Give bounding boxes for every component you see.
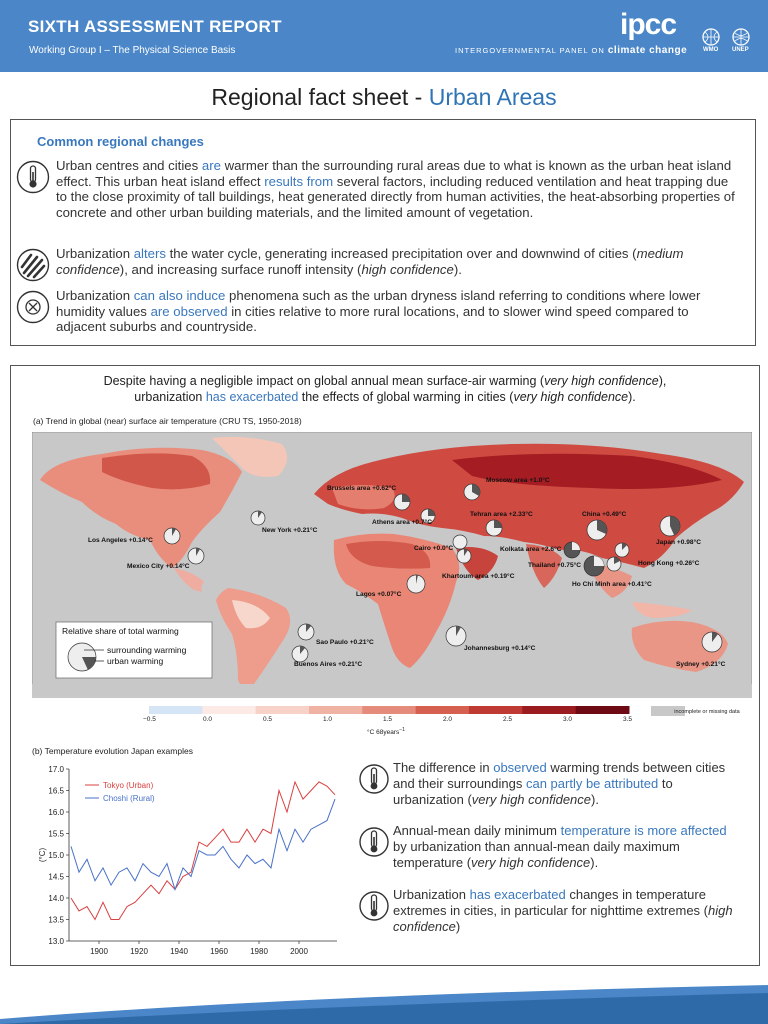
highlighted-phrase: are — [201, 158, 221, 173]
colorbar-swatch — [149, 706, 203, 714]
report-title: SIXTH ASSESSMENT REPORT — [28, 17, 282, 36]
thermometer-icon — [359, 825, 389, 859]
rain-icon — [16, 248, 50, 282]
city-label: Sydney +0.21°C — [676, 661, 726, 668]
highlighted-phrase: has exacerbated — [205, 389, 299, 404]
map-colorbar — [141, 706, 741, 746]
text-run: ). — [591, 792, 599, 807]
x-tick-label: 1940 — [170, 947, 188, 956]
change-text — [56, 158, 741, 220]
text-run: by urbanization than annual-mean daily maximum temperature ( — [393, 839, 680, 870]
common-regional-changes-box — [10, 119, 756, 346]
legend-entry: Choshi (Rural) — [103, 794, 155, 803]
y-tick-label: 13.0 — [48, 937, 64, 946]
text-run: several factors, including reduced ventilation and heat trapping due to the close proximity of tall buildings, heat generated directly from human activities, the heat-absorbing properties of concrete and other urban building materials, and the limited amount of vegetation. — [56, 173, 735, 220]
colorbar-swatch — [362, 706, 416, 714]
highlighted-phrase: alters — [133, 246, 166, 261]
dryness-icon — [16, 290, 50, 324]
text-run: warming trends between cities and their surroundings — [393, 760, 726, 791]
colorbar-tick: −0.5 — [143, 716, 156, 723]
text-run: very high confidence — [471, 855, 591, 870]
text-run: Despite having a negligible impact on global annual mean surface-air warming ( — [103, 374, 545, 388]
city-label: Thailand +0.75°C — [528, 562, 582, 569]
moscow-marker — [464, 484, 480, 500]
city-label: Lagos +0.07°C — [356, 591, 402, 598]
page-title — [0, 84, 768, 111]
y-tick-label: 16.5 — [48, 786, 64, 796]
city-label: Tehran area +2.33°C — [470, 511, 533, 518]
sao-paulo-marker — [298, 624, 314, 640]
text-run: ). — [590, 855, 599, 870]
text-run: ). — [453, 261, 462, 277]
hong-kong-marker — [615, 543, 629, 557]
y-tick-label: 14.5 — [48, 872, 64, 882]
y-tick-label: 15.5 — [48, 829, 64, 839]
text-run: medium confidence — [56, 246, 684, 277]
sydney-marker — [702, 632, 722, 652]
missing-data-label: incomplete or missing data — [674, 709, 740, 715]
city-label: Khartoum area +0.19°C — [442, 573, 515, 580]
colorbar-tick: 3.5 — [623, 716, 633, 723]
colorbar-unit: °C 68years$^{-1}$ — [367, 727, 405, 736]
city-label: Cairo +0.0°C — [414, 545, 454, 552]
colorbar-swatch — [576, 706, 630, 714]
city-label: Kolkata area +2.6°C — [500, 546, 562, 553]
city-label: Hong Kong +0.26°C — [638, 560, 700, 567]
city-label: Ho Chi Minh area +0.41°C — [572, 581, 652, 588]
figure-intro — [11, 374, 759, 405]
highlighted-phrase: can partly be attributed — [525, 776, 659, 791]
city-label: Moscow area +1.0°C — [486, 477, 550, 484]
colorbar-ticks — [143, 716, 632, 723]
city-label: Los Angeles +0.14°C — [88, 537, 153, 544]
text-run: the effects of global warming in cities ( — [298, 389, 514, 404]
legend-urban: urban warming — [107, 656, 164, 666]
china-marker — [587, 520, 607, 540]
y-tick-label: 16.0 — [48, 808, 64, 817]
new-york-marker — [251, 511, 265, 525]
y-tick-label: 14.0 — [48, 894, 64, 903]
text-run: Urbanization — [393, 887, 470, 902]
page-title-accent: Urban Areas — [428, 84, 557, 110]
brussels-marker — [394, 494, 410, 510]
city-label: Brussels area +0.62°C — [327, 485, 397, 492]
y-axis-label: (°C) — [38, 847, 47, 863]
figure-box — [10, 365, 760, 966]
thermometer-icon — [359, 889, 389, 923]
finding-text — [393, 760, 739, 808]
highlighted-phrase: has exacerbated — [469, 887, 566, 902]
thailand-marker — [584, 556, 604, 576]
finding-text — [393, 823, 739, 871]
japan-marker — [660, 516, 680, 536]
khartoum-marker — [457, 549, 471, 563]
footer-wave — [0, 985, 768, 1024]
city-label: New York +0.21°C — [262, 527, 318, 534]
text-run: The difference in — [393, 760, 494, 775]
city-label: Buenos Aires +0.21°C — [294, 661, 363, 668]
ipcc-logo: ipcc — [620, 8, 677, 41]
x-tick-label: 2000 — [290, 947, 308, 956]
x-tick-label: 1980 — [250, 947, 268, 956]
map-caption: (a) Trend in global (near) surface air temperature (CRU TS, 1950-2018) — [33, 416, 302, 426]
partner-logos — [698, 28, 758, 58]
ipcc-tagline-text: INTERGOVERNMENTAL PANEL ON — [455, 46, 605, 55]
highlighted-phrase: can also induce — [133, 288, 226, 303]
thermometer-icon — [16, 160, 50, 194]
colorbar-swatch — [202, 706, 256, 714]
text-run: high confidence — [361, 261, 454, 277]
unep-label: UNEP — [732, 47, 749, 53]
colorbar-tick: 1.5 — [383, 716, 393, 723]
map-legend — [56, 622, 212, 678]
text-run: urbanization — [134, 389, 206, 404]
x-tick-label: 1920 — [130, 947, 148, 956]
warming-trend-map — [32, 432, 752, 698]
text-run: ), and increasing surface runoff intensity ( — [119, 261, 362, 277]
colorbar-swatch — [309, 706, 363, 714]
text-run: phenomena such as the urban dryness island referring to conditions where lower humidity values — [56, 288, 701, 319]
johannesburg-marker — [446, 626, 466, 646]
highlighted-phrase: observed — [493, 760, 547, 775]
city-label: Mexico City +0.14°C — [127, 563, 190, 570]
highlighted-phrase: results from — [264, 173, 334, 189]
mexico-city-marker — [188, 548, 204, 564]
city-label: China +0.49°C — [582, 511, 627, 518]
text-run: very high confidence — [471, 792, 592, 807]
text-run: ). — [628, 389, 636, 404]
text-run: very high confidence — [513, 389, 629, 404]
lagos-marker — [407, 575, 425, 593]
text-run: to urbanization ( — [393, 776, 673, 807]
text-run: in cities relative to more rural locations, and to slower wind speed compared to adjacent suburbs and countryside. — [56, 303, 689, 334]
timeseries-caption: (b) Temperature evolution Japan examples — [32, 746, 193, 756]
city-label: Sao Paulo +0.21°C — [316, 639, 374, 646]
colorbar-swatch — [256, 706, 310, 714]
globe-icon — [698, 28, 758, 48]
text-run: Urbanization — [56, 246, 134, 261]
thermometer-icon — [359, 762, 389, 796]
y-tick-label: 15.0 — [48, 851, 64, 860]
change-text — [56, 288, 741, 335]
text-run: ), — [658, 374, 667, 388]
highlighted-phrase: temperature is more affected — [560, 823, 727, 838]
change-text — [56, 246, 741, 277]
legend-title: Relative share of total warming — [62, 626, 179, 636]
cairo-marker — [453, 535, 467, 549]
ipcc-tagline-bold: climate change — [607, 45, 688, 56]
colorbar-tick: 2.5 — [503, 716, 513, 723]
text-run: Annual-mean daily minimum — [393, 823, 561, 838]
y-tick-label: 17.0 — [48, 765, 64, 774]
colorbar-swatch — [469, 706, 523, 714]
colorbar-tick: 1.0 — [323, 716, 333, 723]
text-run: warmer than the surrounding rural areas due to what is known as the urban heat island effect. This urban heat island effect — [56, 158, 732, 189]
finding-text — [393, 887, 739, 935]
colorbar-swatches — [149, 706, 630, 714]
text-run: very high confidence — [544, 374, 659, 388]
y-tick-label: 13.5 — [48, 915, 64, 925]
kolkata-marker — [564, 542, 580, 558]
x-tick-label: 1960 — [210, 947, 228, 956]
x-tick-label: 1900 — [90, 947, 108, 956]
colorbar-tick: 2.0 — [443, 716, 453, 723]
buenos-aires-marker — [292, 646, 308, 662]
text-run: Urban centres and cities — [56, 158, 202, 173]
wmo-label: WMO — [703, 47, 719, 53]
highlighted-phrase: are observed — [150, 303, 228, 319]
ho-chi-minh-marker — [607, 557, 621, 571]
ipcc-tagline — [455, 45, 687, 56]
text-run: Urbanization — [56, 288, 134, 303]
text-run: the water cycle, generating increased precipitation over and downwind of cities ( — [165, 246, 637, 261]
los-angeles-marker — [164, 528, 180, 544]
colorbar-tick: 3.0 — [563, 716, 573, 723]
tehran-marker — [486, 520, 502, 536]
city-label: Johannesburg +0.14°C — [464, 645, 536, 652]
colorbar-tick: 0.0 — [203, 716, 213, 723]
report-header — [0, 0, 768, 72]
colorbar-tick: 0.5 — [263, 716, 273, 723]
text-run: changes in temperature extremes in cities, in particular for nighttime extremes ( — [393, 887, 708, 918]
colorbar-swatch — [416, 706, 470, 714]
city-label: Athens area +0.7°C — [372, 519, 432, 526]
japan-temperature-chart — [25, 761, 345, 961]
legend-surrounding: surrounding warming — [107, 645, 187, 655]
legend-entry: Tokyo (Urban) — [103, 781, 154, 790]
text-run: high confidence — [393, 903, 733, 934]
page-title-prefix: Regional fact sheet - — [211, 84, 429, 110]
section-heading: Common regional changes — [37, 134, 204, 149]
working-group-subtitle: Working Group I – The Physical Science Basis — [29, 45, 236, 56]
text-run: ) — [455, 919, 461, 934]
colorbar-swatch — [522, 706, 576, 714]
city-label: Japan +0.98°C — [656, 539, 701, 546]
